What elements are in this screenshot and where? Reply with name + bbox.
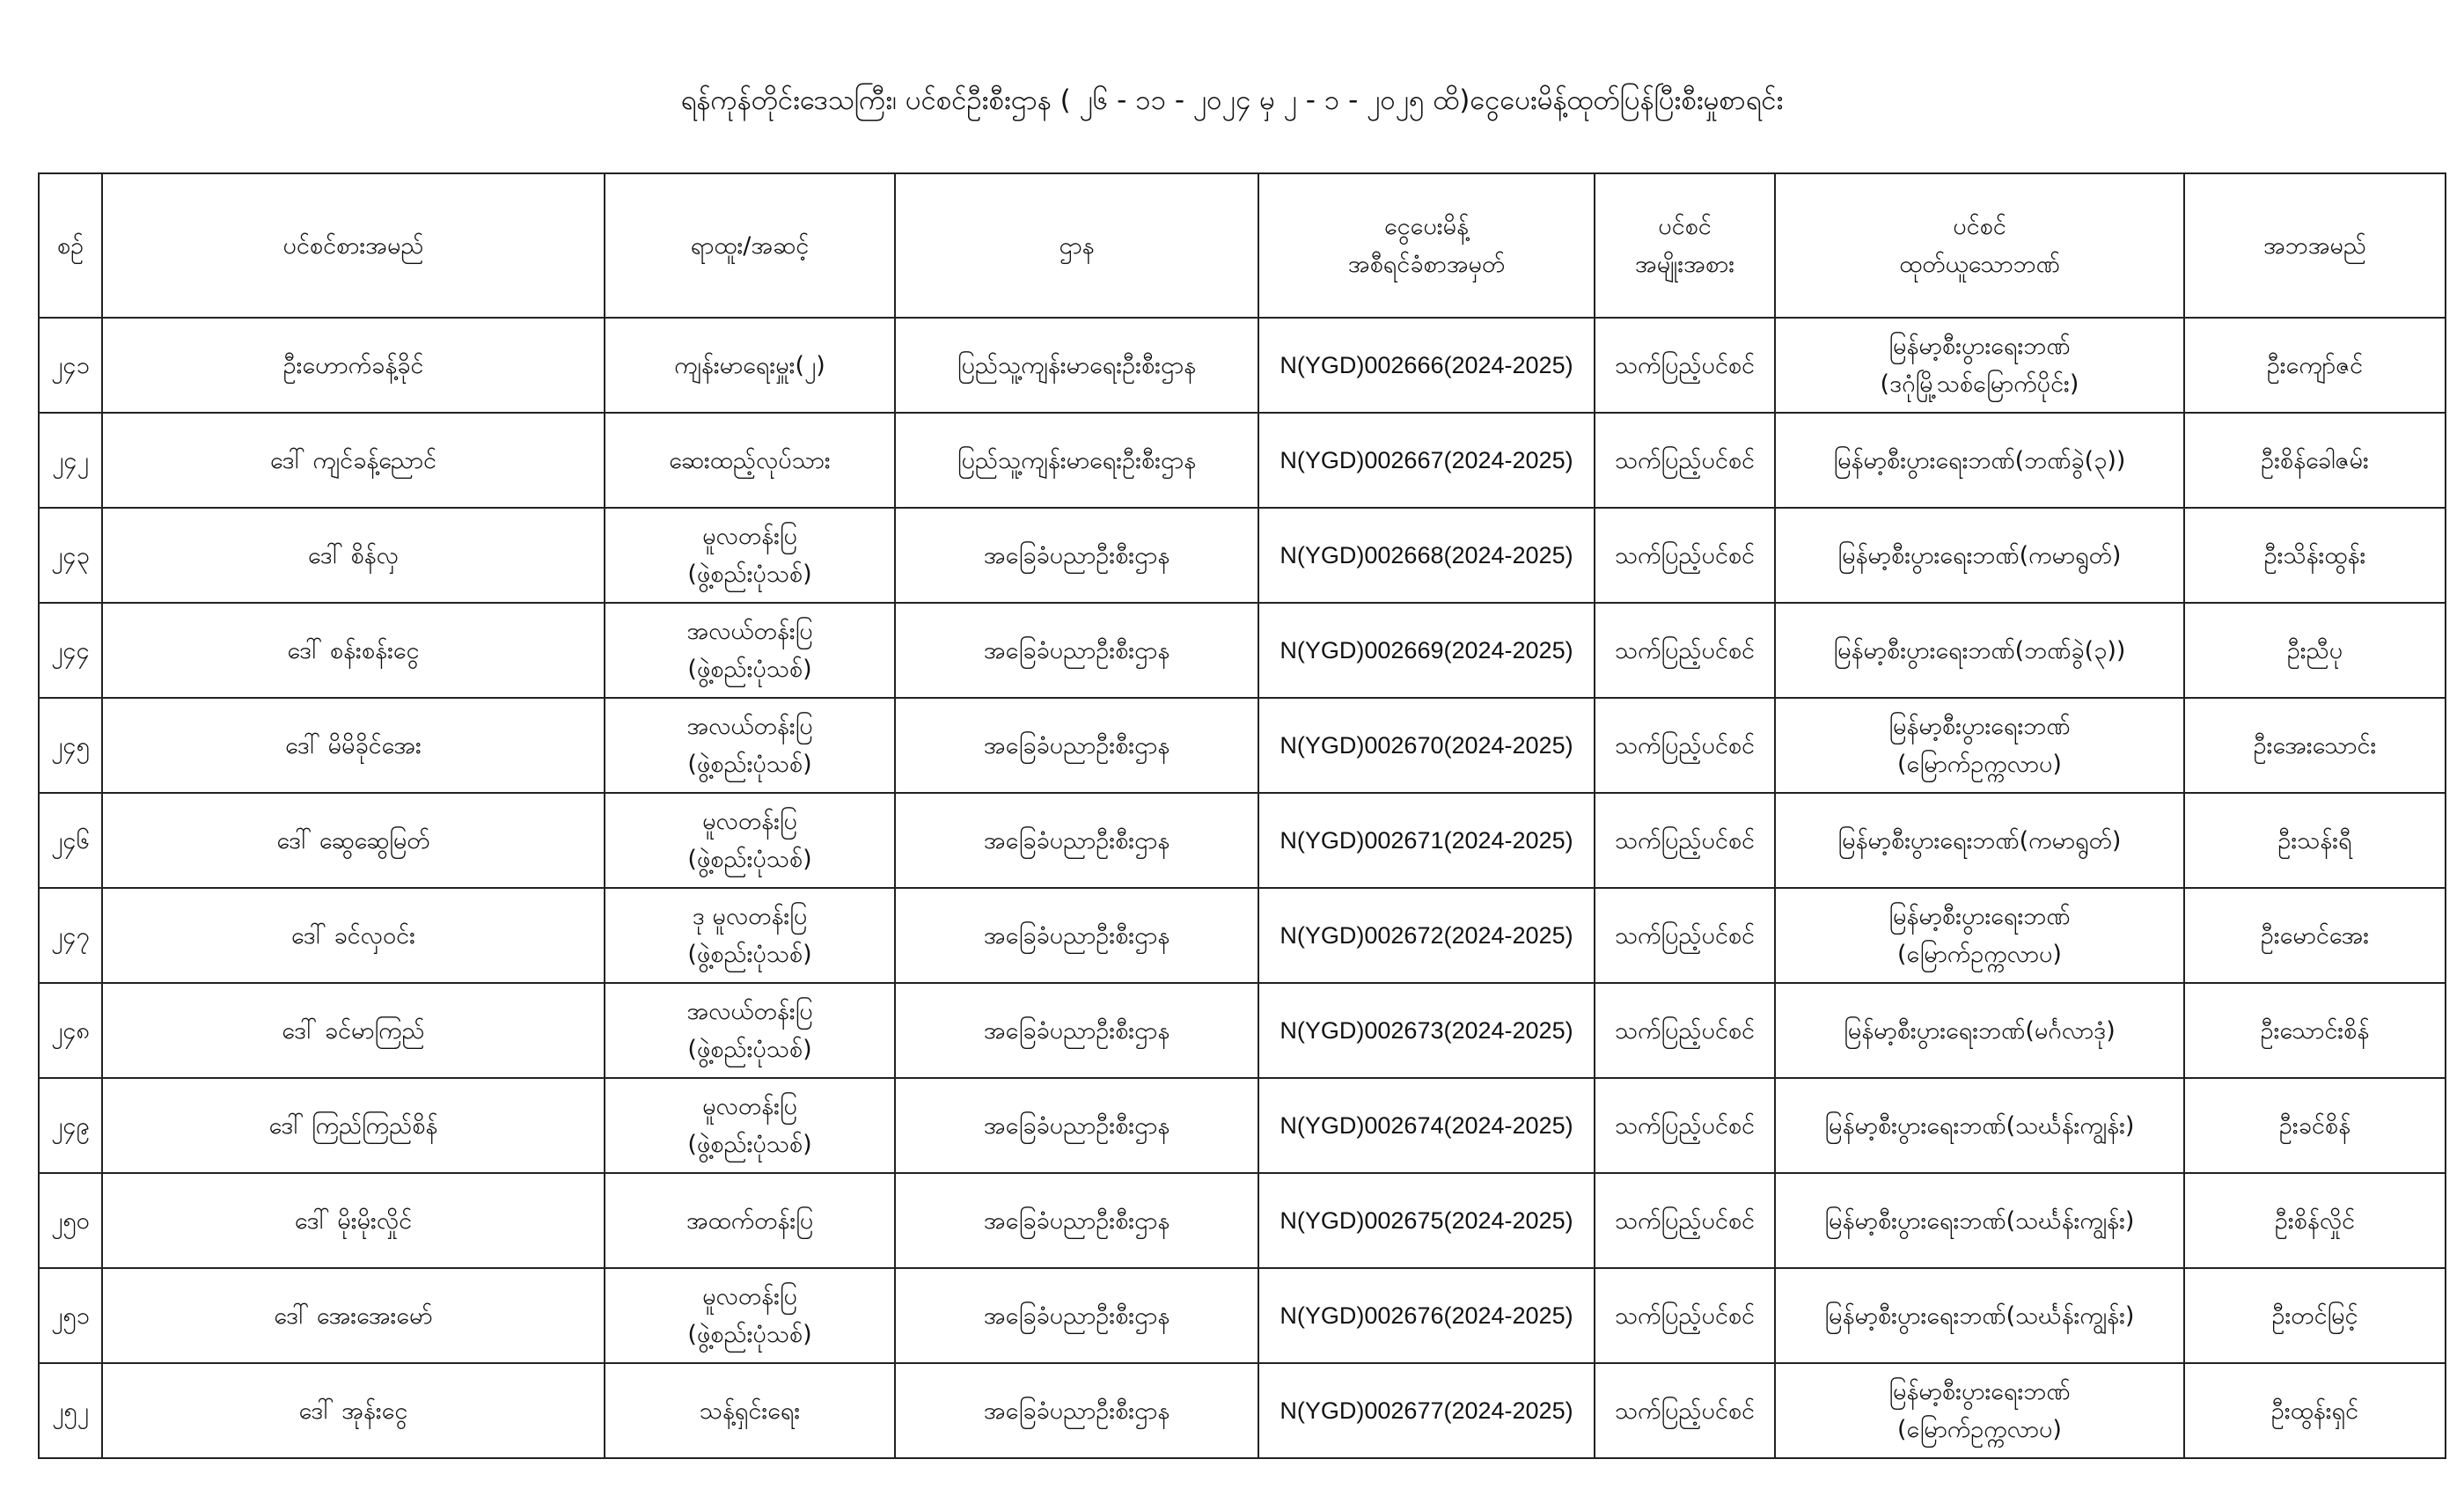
table-row <box>39 793 2446 888</box>
permit-number: N(YGD)002674(2024-2025) <box>1258 1078 1595 1173</box>
rank-cell-line: (ဖွဲ့စည်းပုံသစ်) <box>687 656 812 683</box>
bank-cell-line: မြန်မာ့စီးပွားရေးဘဏ်(ကမာရွတ်) <box>1837 826 2122 854</box>
bank-cell-line: မြန်မာ့စီးပွားရေးဘဏ်(ဘဏ်ခွဲ(၃)) <box>1833 446 2126 474</box>
rank-cell-line: သန့်ရှင်းရေး <box>699 1397 801 1425</box>
column-header-line: ဌာန <box>1059 231 1095 260</box>
table-row <box>39 508 2446 603</box>
rank-cell <box>605 698 895 793</box>
department-cell: အခြေခံပညာဦးစီးဌာန <box>895 698 1258 793</box>
rank-cell-line: (ဖွဲ့စည်းပုံသစ်) <box>687 751 812 778</box>
row-number: ၂၄၅ <box>39 698 102 793</box>
column-header-line: ငွေပေးမိန့် <box>1384 213 1469 240</box>
row-number: ၂၅၁ <box>39 1268 102 1363</box>
header-row <box>39 173 2446 318</box>
pension-type: သက်ပြည့်ပင်စင် <box>1595 1078 1775 1173</box>
department-cell: အခြေခံပညာဦးစီးဌာန <box>895 1078 1258 1173</box>
pensioner-name: ဒေါ် စန်းစန်းငွေ <box>102 603 605 698</box>
pensioner-name: ဒေါ် မိမိခိုင်အေး <box>102 698 605 793</box>
rank-cell <box>605 508 895 603</box>
pensioner-name: ဒေါ် ဆွေဆွေမြတ် <box>102 793 605 888</box>
bank-cell-line: မြန်မာ့စီးပွားရေးဘဏ် <box>1888 713 2071 740</box>
rank-cell-line: ဆေးထည့်လုပ်သား <box>669 446 831 474</box>
rank-cell-line: (ဖွဲ့စည်းပုံသစ်) <box>687 1321 812 1348</box>
pension-type: သက်ပြည့်ပင်စင် <box>1595 1268 1775 1363</box>
father-name: ဦးခင်စိန် <box>2184 1078 2446 1173</box>
rank-cell-line: (ဖွဲ့စည်းပုံသစ်) <box>687 846 812 873</box>
rank-cell <box>605 413 895 508</box>
department-cell: အခြေခံပညာဦးစီးဌာန <box>895 888 1258 983</box>
permit-number: N(YGD)002676(2024-2025) <box>1258 1268 1595 1363</box>
rank-cell-line: (ဖွဲ့စည်းပုံသစ်) <box>687 1131 812 1158</box>
bank-cell-line: (ဒဂုံမြို့သစ်မြောက်ပိုင်း) <box>1880 370 2079 398</box>
pension-type: သက်ပြည့်ပင်စင် <box>1595 603 1775 698</box>
pension-type: သက်ပြည့်ပင်စင် <box>1595 413 1775 508</box>
father-name: ဦးစိန်ခေါဇမ်း <box>2184 413 2446 508</box>
rank-cell-line: ကျန်းမာရေးမှူး(၂) <box>674 351 825 379</box>
pensioner-name: ဒေါ် ခင်လှဝင်း <box>102 888 605 983</box>
row-number: ၂၄၇ <box>39 888 102 983</box>
rank-cell-line: (ဖွဲ့စည်းပုံသစ်) <box>687 941 812 968</box>
rank-cell <box>605 318 895 413</box>
department-cell: ပြည်သူ့ကျန်းမာရေးဦးစီးဌာန <box>895 413 1258 508</box>
rank-cell <box>605 1078 895 1173</box>
department-cell: အခြေခံပညာဦးစီးဌာန <box>895 603 1258 698</box>
bank-cell <box>1775 508 2184 603</box>
bank-cell <box>1775 793 2184 888</box>
bank-cell-line: (မြောက်ဥက္ကလာပ) <box>1897 751 2062 778</box>
father-name: ဦးအေးသောင်း <box>2184 698 2446 793</box>
permit-number: N(YGD)002677(2024-2025) <box>1258 1363 1595 1458</box>
pensioner-name: ဒေါ် ခင်မာကြည် <box>102 983 605 1078</box>
column-header-pension-type <box>1595 173 1775 318</box>
rank-cell-line: အလယ်တန်းပြ <box>686 713 813 740</box>
table-header <box>39 173 2446 318</box>
pension-type: သက်ပြည့်ပင်စင် <box>1595 888 1775 983</box>
father-name: ဦးသန်းရီ <box>2184 793 2446 888</box>
bank-cell <box>1775 318 2184 413</box>
row-number: ၂၄၁ <box>39 318 102 413</box>
table-row <box>39 983 2446 1078</box>
bank-cell-line: မြန်မာ့စီးပွားရေးဘဏ် <box>1888 333 2071 360</box>
bank-cell-line: မြန်မာ့စီးပွားရေးဘဏ်(သင်္ဃန်းကျွန်း) <box>1824 1111 2135 1140</box>
permit-number: N(YGD)002668(2024-2025) <box>1258 508 1595 603</box>
pension-type: သက်ပြည့်ပင်စင် <box>1595 698 1775 793</box>
department-cell: အခြေခံပညာဦးစီးဌာန <box>895 793 1258 888</box>
bank-cell <box>1775 1173 2184 1268</box>
column-header-no <box>39 173 102 318</box>
permit-number: N(YGD)002675(2024-2025) <box>1258 1173 1595 1268</box>
rank-cell <box>605 888 895 983</box>
pensioner-name: ဒေါ် မိုးမိုးလှိုင် <box>102 1173 605 1268</box>
row-number: ၂၄၄ <box>39 603 102 698</box>
rank-cell <box>605 983 895 1078</box>
bank-cell-line: မြန်မာ့စီးပွားရေးဘဏ်(သင်္ဃန်းကျွန်း) <box>1824 1302 2135 1330</box>
permit-number: N(YGD)002669(2024-2025) <box>1258 603 1595 698</box>
pensioner-name: ဒေါ် ကျင်ခန့်ညောင် <box>102 413 605 508</box>
table-row <box>39 1173 2446 1268</box>
rank-cell-line: (ဖွဲ့စည်းပုံသစ်) <box>687 1036 812 1063</box>
bank-cell-line: မြန်မာ့စီးပွားရေးဘဏ် <box>1888 1378 2071 1405</box>
column-header-line: ထုတ်ယူသောဘဏ် <box>1899 251 2060 278</box>
column-header-rank <box>605 173 895 318</box>
row-number: ၂၄၆ <box>39 793 102 888</box>
rank-cell <box>605 603 895 698</box>
bank-cell <box>1775 1078 2184 1173</box>
column-header-pensioner-name <box>102 173 605 318</box>
father-name: ဦးတင်မြင့် <box>2184 1268 2446 1363</box>
table-row <box>39 318 2446 413</box>
department-cell: အခြေခံပညာဦးစီးဌာန <box>895 508 1258 603</box>
bank-cell-line: မြန်မာ့စီးပွားရေးဘဏ်(မင်္ဂလာဒုံ) <box>1844 1016 2116 1045</box>
bank-cell-line: မြန်မာ့စီးပွားရေးဘဏ်(သင်္ဃန်းကျွန်း) <box>1824 1206 2135 1235</box>
rank-cell <box>605 793 895 888</box>
department-cell: အခြေခံပညာဦးစီးဌာန <box>895 1363 1258 1458</box>
father-name: ဦးကျော်ဇင် <box>2184 318 2446 413</box>
rank-cell-line: မူလတန်းပြ <box>702 523 797 550</box>
rank-cell <box>605 1173 895 1268</box>
column-header-line: အမျိုးအစား <box>1634 251 1735 278</box>
rank-cell-line: အလယ်တန်းပြ <box>686 998 813 1025</box>
table-body <box>39 318 2446 1458</box>
bank-cell-line: (မြောက်ဥက္ကလာပ) <box>1897 1416 2062 1443</box>
father-name: ဦးသောင်းစိန် <box>2184 983 2446 1078</box>
table-row <box>39 603 2446 698</box>
row-number: ၂၅၀ <box>39 1173 102 1268</box>
rank-cell-line: (ဖွဲ့စည်းပုံသစ်) <box>687 561 812 588</box>
pension-type: သက်ပြည့်ပင်စင် <box>1595 318 1775 413</box>
bank-cell <box>1775 698 2184 793</box>
pensioner-name: ဒေါ် ကြည်ကြည်စိန် <box>102 1078 605 1173</box>
father-name: ဦးထွန်းရှင် <box>2184 1363 2446 1458</box>
rank-cell-line: မူလတန်းပြ <box>702 1283 797 1310</box>
rank-cell-line: အထက်တန်းပြ <box>686 1206 814 1235</box>
rank-cell <box>605 1363 895 1458</box>
bank-cell <box>1775 603 2184 698</box>
bank-cell-line: မြန်မာ့စီးပွားရေးဘဏ်(ကမာရွတ်) <box>1837 541 2122 569</box>
column-header-line: ရာထူး/အဆင့် <box>690 231 810 260</box>
rank-cell-line: ဒု မူလတန်းပြ <box>692 903 808 930</box>
table-row <box>39 888 2446 983</box>
bank-cell <box>1775 983 2184 1078</box>
column-header-line: အစီရင်ခံစာအမှတ် <box>1347 251 1506 278</box>
bank-cell-line: မြန်မာ့စီးပွားရေးဘဏ် <box>1888 903 2071 930</box>
rank-cell <box>605 1268 895 1363</box>
rank-cell-line: အလယ်တန်းပြ <box>686 618 813 645</box>
row-number: ၂၄၈ <box>39 983 102 1078</box>
pension-type: သက်ပြည့်ပင်စင် <box>1595 1363 1775 1458</box>
page-title: ရန်ကုန်တိုင်းဒေသကြီး၊ ပင်စင်ဦးစီးဌာန ( ၂၆ - ၁၁ - ၂၀၂၄ မှ ၂ - ၁ - ၂၀၂၅ ထိ)ငွေပေးမိန့်ထုတ်ပြန်ပြီးစီးမှုစာရင်း <box>680 84 1784 116</box>
pension-type: သက်ပြည့်ပင်စင် <box>1595 983 1775 1078</box>
permit-number: N(YGD)002667(2024-2025) <box>1258 413 1595 508</box>
column-header-department <box>895 173 1258 318</box>
row-number: ၂၄၂ <box>39 413 102 508</box>
pensioner-name: ဒေါ် အုန်းငွေ <box>102 1363 605 1458</box>
column-header-line: ပင်စင် <box>1953 213 2006 240</box>
department-cell: အခြေခံပညာဦးစီးဌာန <box>895 1268 1258 1363</box>
department-cell: အခြေခံပညာဦးစီးဌာန <box>895 983 1258 1078</box>
pension-type: သက်ပြည့်ပင်စင် <box>1595 1173 1775 1268</box>
bank-cell <box>1775 413 2184 508</box>
pensioner-name: ဦးဟောက်ခန့်ခိုင် <box>102 318 605 413</box>
table-row <box>39 1363 2446 1458</box>
row-number: ၂၄၉ <box>39 1078 102 1173</box>
father-name: ဦးညီပု <box>2184 603 2446 698</box>
column-header-permit-number <box>1258 173 1595 318</box>
bank-cell <box>1775 888 2184 983</box>
row-number: ၂၅၂ <box>39 1363 102 1458</box>
rank-cell-line: မူလတန်းပြ <box>702 1093 797 1120</box>
table-row <box>39 698 2446 793</box>
table-row <box>39 1268 2446 1363</box>
father-name: ဦးမောင်အေး <box>2184 888 2446 983</box>
pension-table <box>38 172 2446 1459</box>
department-cell: အခြေခံပညာဦးစီးဌာန <box>895 1173 1258 1268</box>
pension-type: သက်ပြည့်ပင်စင် <box>1595 793 1775 888</box>
permit-number: N(YGD)002671(2024-2025) <box>1258 793 1595 888</box>
row-number: ၂၄၃ <box>39 508 102 603</box>
father-name: ဦးသိန်းထွန်း <box>2184 508 2446 603</box>
pension-type: သက်ပြည့်ပင်စင် <box>1595 508 1775 603</box>
rank-cell-line: မူလတန်းပြ <box>702 808 797 835</box>
permit-number: N(YGD)002672(2024-2025) <box>1258 888 1595 983</box>
pensioner-name: ဒေါ် စိန်လှ <box>102 508 605 603</box>
table-row <box>39 1078 2446 1173</box>
department-cell: ပြည်သူ့ကျန်းမာရေးဦးစီးဌာန <box>895 318 1258 413</box>
bank-cell-line: မြန်မာ့စီးပွားရေးဘဏ်(ဘဏ်ခွဲ(၃)) <box>1833 636 2126 664</box>
column-header-line: ပင်စင်စားအမည် <box>282 231 424 260</box>
permit-number: N(YGD)002673(2024-2025) <box>1258 983 1595 1078</box>
column-header-line: ပင်စင် <box>1658 213 1712 240</box>
bank-cell-line: (မြောက်ဥက္ကလာပ) <box>1897 941 2062 968</box>
father-name: ဦးစိန်လှိုင် <box>2184 1173 2446 1268</box>
column-header-father-name <box>2184 173 2446 318</box>
permit-number: N(YGD)002670(2024-2025) <box>1258 698 1595 793</box>
bank-cell <box>1775 1268 2184 1363</box>
bank-cell <box>1775 1363 2184 1458</box>
table-row <box>39 413 2446 508</box>
column-header-bank <box>1775 173 2184 318</box>
column-header-line: စဉ် <box>56 231 84 260</box>
pensioner-name: ဒေါ် အေးအေးမော် <box>102 1268 605 1363</box>
column-header-line: အဘအမည် <box>2262 231 2367 260</box>
permit-number: N(YGD)002666(2024-2025) <box>1258 318 1595 413</box>
